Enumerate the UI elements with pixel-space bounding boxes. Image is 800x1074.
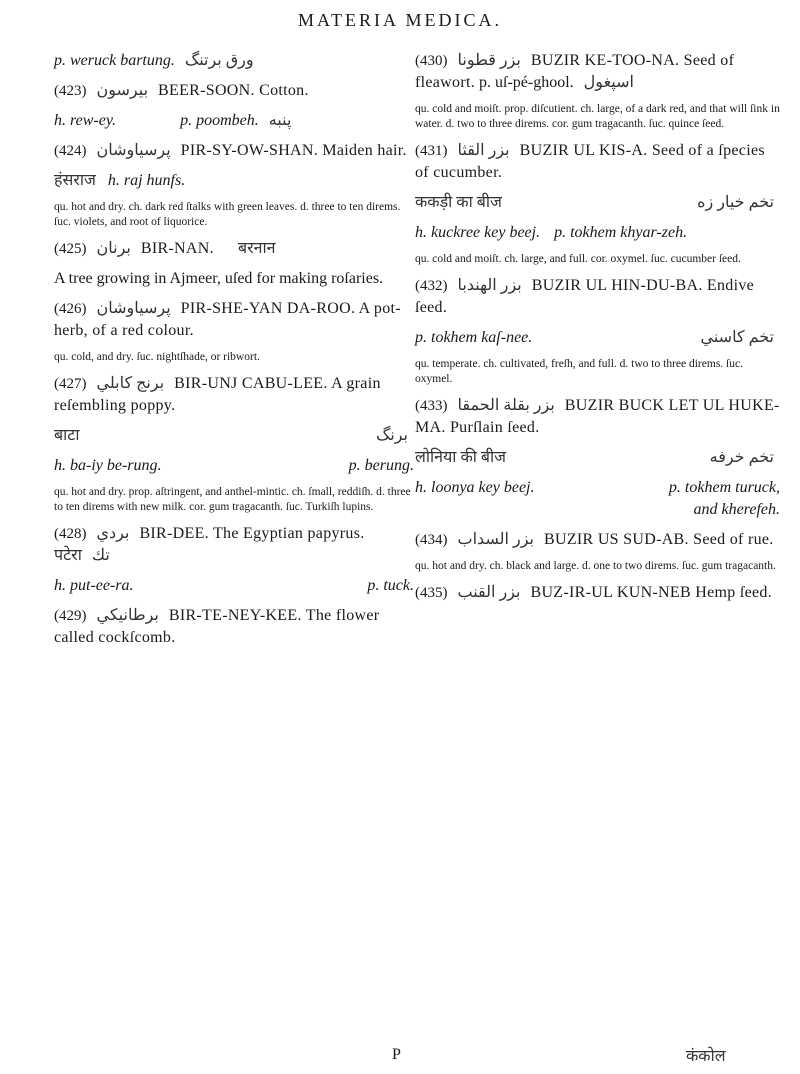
page-header: MATERIA MEDICA. (297, 10, 502, 30)
entry-433: (433) بزر بقلة الحمقا BUZIR BUCK LET UL HUKE-MA. Purſlain ſeed. (415, 397, 780, 436)
entry-note: qu. hot and dry. ch. dark red ſtalks with green leaves. d. three to ten direms. ſuc. violets, and root of liquorice. (54, 201, 401, 228)
entry-424: (424) پرسياوشان PIR-SY-OW-SHAN. Maiden hair. (54, 142, 407, 159)
entry-note: qu. cold and moiſt. prop. diſcutient. ch. large, of a dark red, and that will ſink in water. d. two to three direms. cor. gum tragacanth. ſuc. quince ſeed. (415, 103, 780, 130)
entry-435: (435) بزر القنب BUZ-IR-UL KUN-NEB Hemp ſeed. (415, 584, 773, 601)
entry-425: (425) برنان BIR-NAN. बरनान (54, 240, 276, 257)
entry-431: (431) بزر القثا BUZIR UL KIS-A. Seed of a ſpecies of cucumber. (415, 142, 765, 181)
entry-line: हंसराज h. raj hunfs. (54, 172, 186, 189)
entry-line: लोनिया की बीज تخم خرفه (415, 449, 774, 466)
entry-line: h. loonya key beej. p. tokhem turuck, and kherefeh. (415, 479, 780, 518)
entry-423: (423) بيرسون BEER-SOON. Cotton. (54, 82, 309, 99)
right-column (415, 50, 780, 612)
entry-text: A tree growing in Ajmeer, uſed for making roſaries. (54, 270, 384, 287)
entry-note: qu. cold, and dry. ſuc. nightſhade, or ribwort. (54, 351, 260, 363)
entry-note: qu. hot and dry. ch. black and large. d. one to two direms. ſuc. gum tragacanth. (415, 560, 776, 572)
entry-429: (429) برطانيكي BIR-TE-NEY-KEE. The flower called cockſcomb. (54, 607, 380, 646)
entry-434: (434) بزر السداب BUZIR US SUD-AB. Seed of rue. (415, 531, 774, 548)
entry-note: qu. cold and moiſt. ch. large, and full. cor. oxymel. ſuc. cucumber ſeed. (415, 253, 741, 265)
entry-line: बाटा برنگ (54, 427, 408, 444)
left-column (54, 50, 414, 657)
entry-line: h. ba-iy be-rung. p. berung. (54, 457, 414, 474)
entry-line: p. tokhem kaſ-nee. تخم كاسني (415, 329, 774, 346)
entry-430: (430) بزر قطونا BUZIR KE-TOO-NA. Seed of fleawort. p. uſ-pé-ghool. اسپغول (415, 52, 735, 91)
entry-note: qu. temperate. ch. cultivated, freſh, and full. d. two to three direms. ſuc. oxymel. (415, 358, 743, 385)
entry-line: h. put-ee-ra. p. tuck. (54, 577, 414, 594)
entry-432: (432) بزر الهندبا BUZIR UL HIN-DU-BA. Endive ſeed. (415, 277, 755, 316)
footer-catchword: कंकोल (686, 1048, 726, 1065)
orient-text: ورق برتنگ (184, 52, 254, 69)
entry-line: h. rew-ey. p. poombeh. پنبه (54, 112, 292, 129)
entry-428: (428) بردي BIR-DEE. The Egyptian papyrus. पटेरा تك (54, 525, 365, 564)
entry-427: (427) برنج كابلي BIR-UNJ CABU-LEE. A grain reſembling poppy. (54, 375, 381, 414)
entry-line: h. kuckree key beej. p. tokhem khyar-zeh. (415, 224, 688, 241)
entry-426: (426) پرسياوشان PIR-SHE-YAN DA-ROO. A pot-herb, of a red colour. (54, 300, 401, 339)
entry-note: qu. hot and dry. prop. aſtringent, and anthel-mintic. ch. ſmall, reddiſh. d. three to ten direms with new milk. cor. gum tragacanth. ſuc. Turkiſh lupins. (54, 486, 411, 513)
entry-line: p. weruck bartung. ورق برتنگ (54, 52, 254, 69)
entry-line: ककड़ी का बीज تخم خيار زه (415, 194, 774, 211)
signature-letter: P (392, 1046, 401, 1063)
